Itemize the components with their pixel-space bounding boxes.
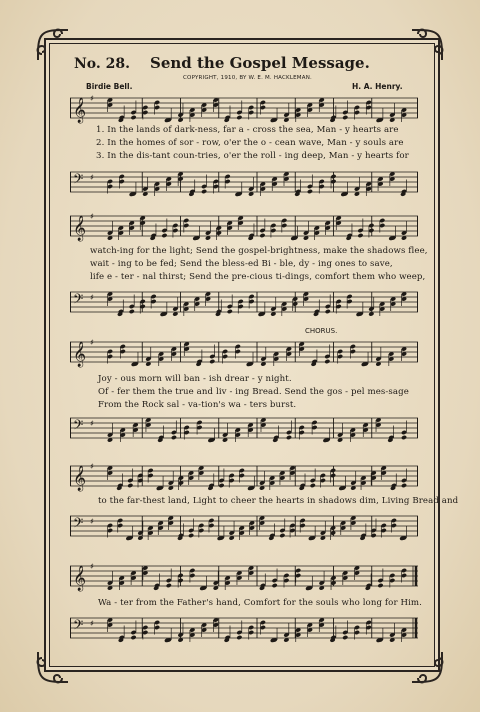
svg-text:♯: ♯ (90, 419, 94, 428)
composer-credit: H. A. Henry. (352, 82, 403, 91)
svg-text:𝄞: 𝄞 (73, 466, 87, 491)
corner-ornament-icon (32, 24, 72, 64)
bass-staff (70, 410, 418, 452)
svg-text:𝄞: 𝄞 (73, 216, 87, 241)
lyric-line: wait - ing to be fed; Send the bless-ed Bi - ble, dy - ing ones to save, (90, 259, 393, 269)
lyric-line: watch-ing for the light; Send the gospel-brightness, make the shadows flee, (90, 246, 428, 256)
svg-text:𝄞: 𝄞 (73, 342, 87, 367)
svg-text:♯: ♯ (90, 517, 94, 526)
hymn-number: No. 28. (74, 56, 130, 72)
corner-ornament-icon (408, 24, 448, 64)
lyric-line: 1. In the lands of dark-ness, far a - cross the sea, Man - y hearts are (96, 125, 399, 135)
lyric-line: Wa - ter from the Father's hand, Comfort for the souls who long for Him. (98, 598, 423, 608)
lyric-line: Joy - ous morn will ban - ish drear - y night. (98, 374, 292, 384)
treble-staff (70, 334, 418, 376)
svg-text:𝄞: 𝄞 (73, 98, 87, 123)
bass-staff (70, 610, 418, 652)
hymn-title: Send the Gospel Message. (150, 54, 370, 72)
svg-text:𝄢: 𝄢 (73, 171, 84, 190)
tune-name: Birdie Bell. (86, 82, 133, 91)
svg-text:♯: ♯ (90, 562, 94, 571)
corner-ornament-icon (32, 648, 72, 688)
svg-text:♯: ♯ (90, 619, 94, 628)
svg-text:♯: ♯ (90, 212, 94, 221)
lyric-line: Of - fer them the true and liv - ing Bread. Send the gos - pel mes-sage (98, 387, 409, 397)
svg-text:♯: ♯ (90, 293, 94, 302)
lyric-line: 2. In the homes of sor - row, o'er the o - cean wave, Man - y souls are (96, 138, 404, 148)
svg-text:♯: ♯ (90, 173, 94, 182)
lyric-line: 3. In the dis-tant coun-tries, o'er the roll - ing deep, Man - y hearts for (96, 151, 409, 161)
treble-staff (70, 208, 418, 250)
svg-text:𝄢: 𝄢 (73, 417, 84, 436)
bass-staff (70, 284, 418, 326)
corner-ornament-icon (408, 648, 448, 688)
treble-staff (70, 558, 418, 600)
copyright-notice: COPYRIGHT, 1910, BY W. E. M. HACKLEMAN. (183, 75, 312, 81)
lyric-line: From the Rock sal - va-tion's wa - ters burst. (98, 400, 297, 410)
lyric-line: life e - ter - nal thirst; Send the pre-cious ti-dings, comfort them who weep, (90, 272, 426, 282)
bass-staff (70, 508, 418, 550)
svg-text:𝄞: 𝄞 (73, 566, 87, 591)
svg-text:𝄢: 𝄢 (73, 617, 84, 636)
lyric-line: to the far-thest land, Light to cheer the hearts in shadows dim, Living Bread and (98, 496, 459, 506)
svg-text:♯: ♯ (90, 462, 94, 471)
svg-text:𝄢: 𝄢 (73, 291, 84, 310)
chorus-label: CHORUS. (305, 327, 338, 335)
svg-text:♯: ♯ (90, 338, 94, 347)
treble-staff (70, 458, 418, 500)
svg-text:𝄢: 𝄢 (73, 515, 84, 534)
bass-staff (70, 164, 418, 206)
svg-text:♯: ♯ (90, 94, 94, 103)
